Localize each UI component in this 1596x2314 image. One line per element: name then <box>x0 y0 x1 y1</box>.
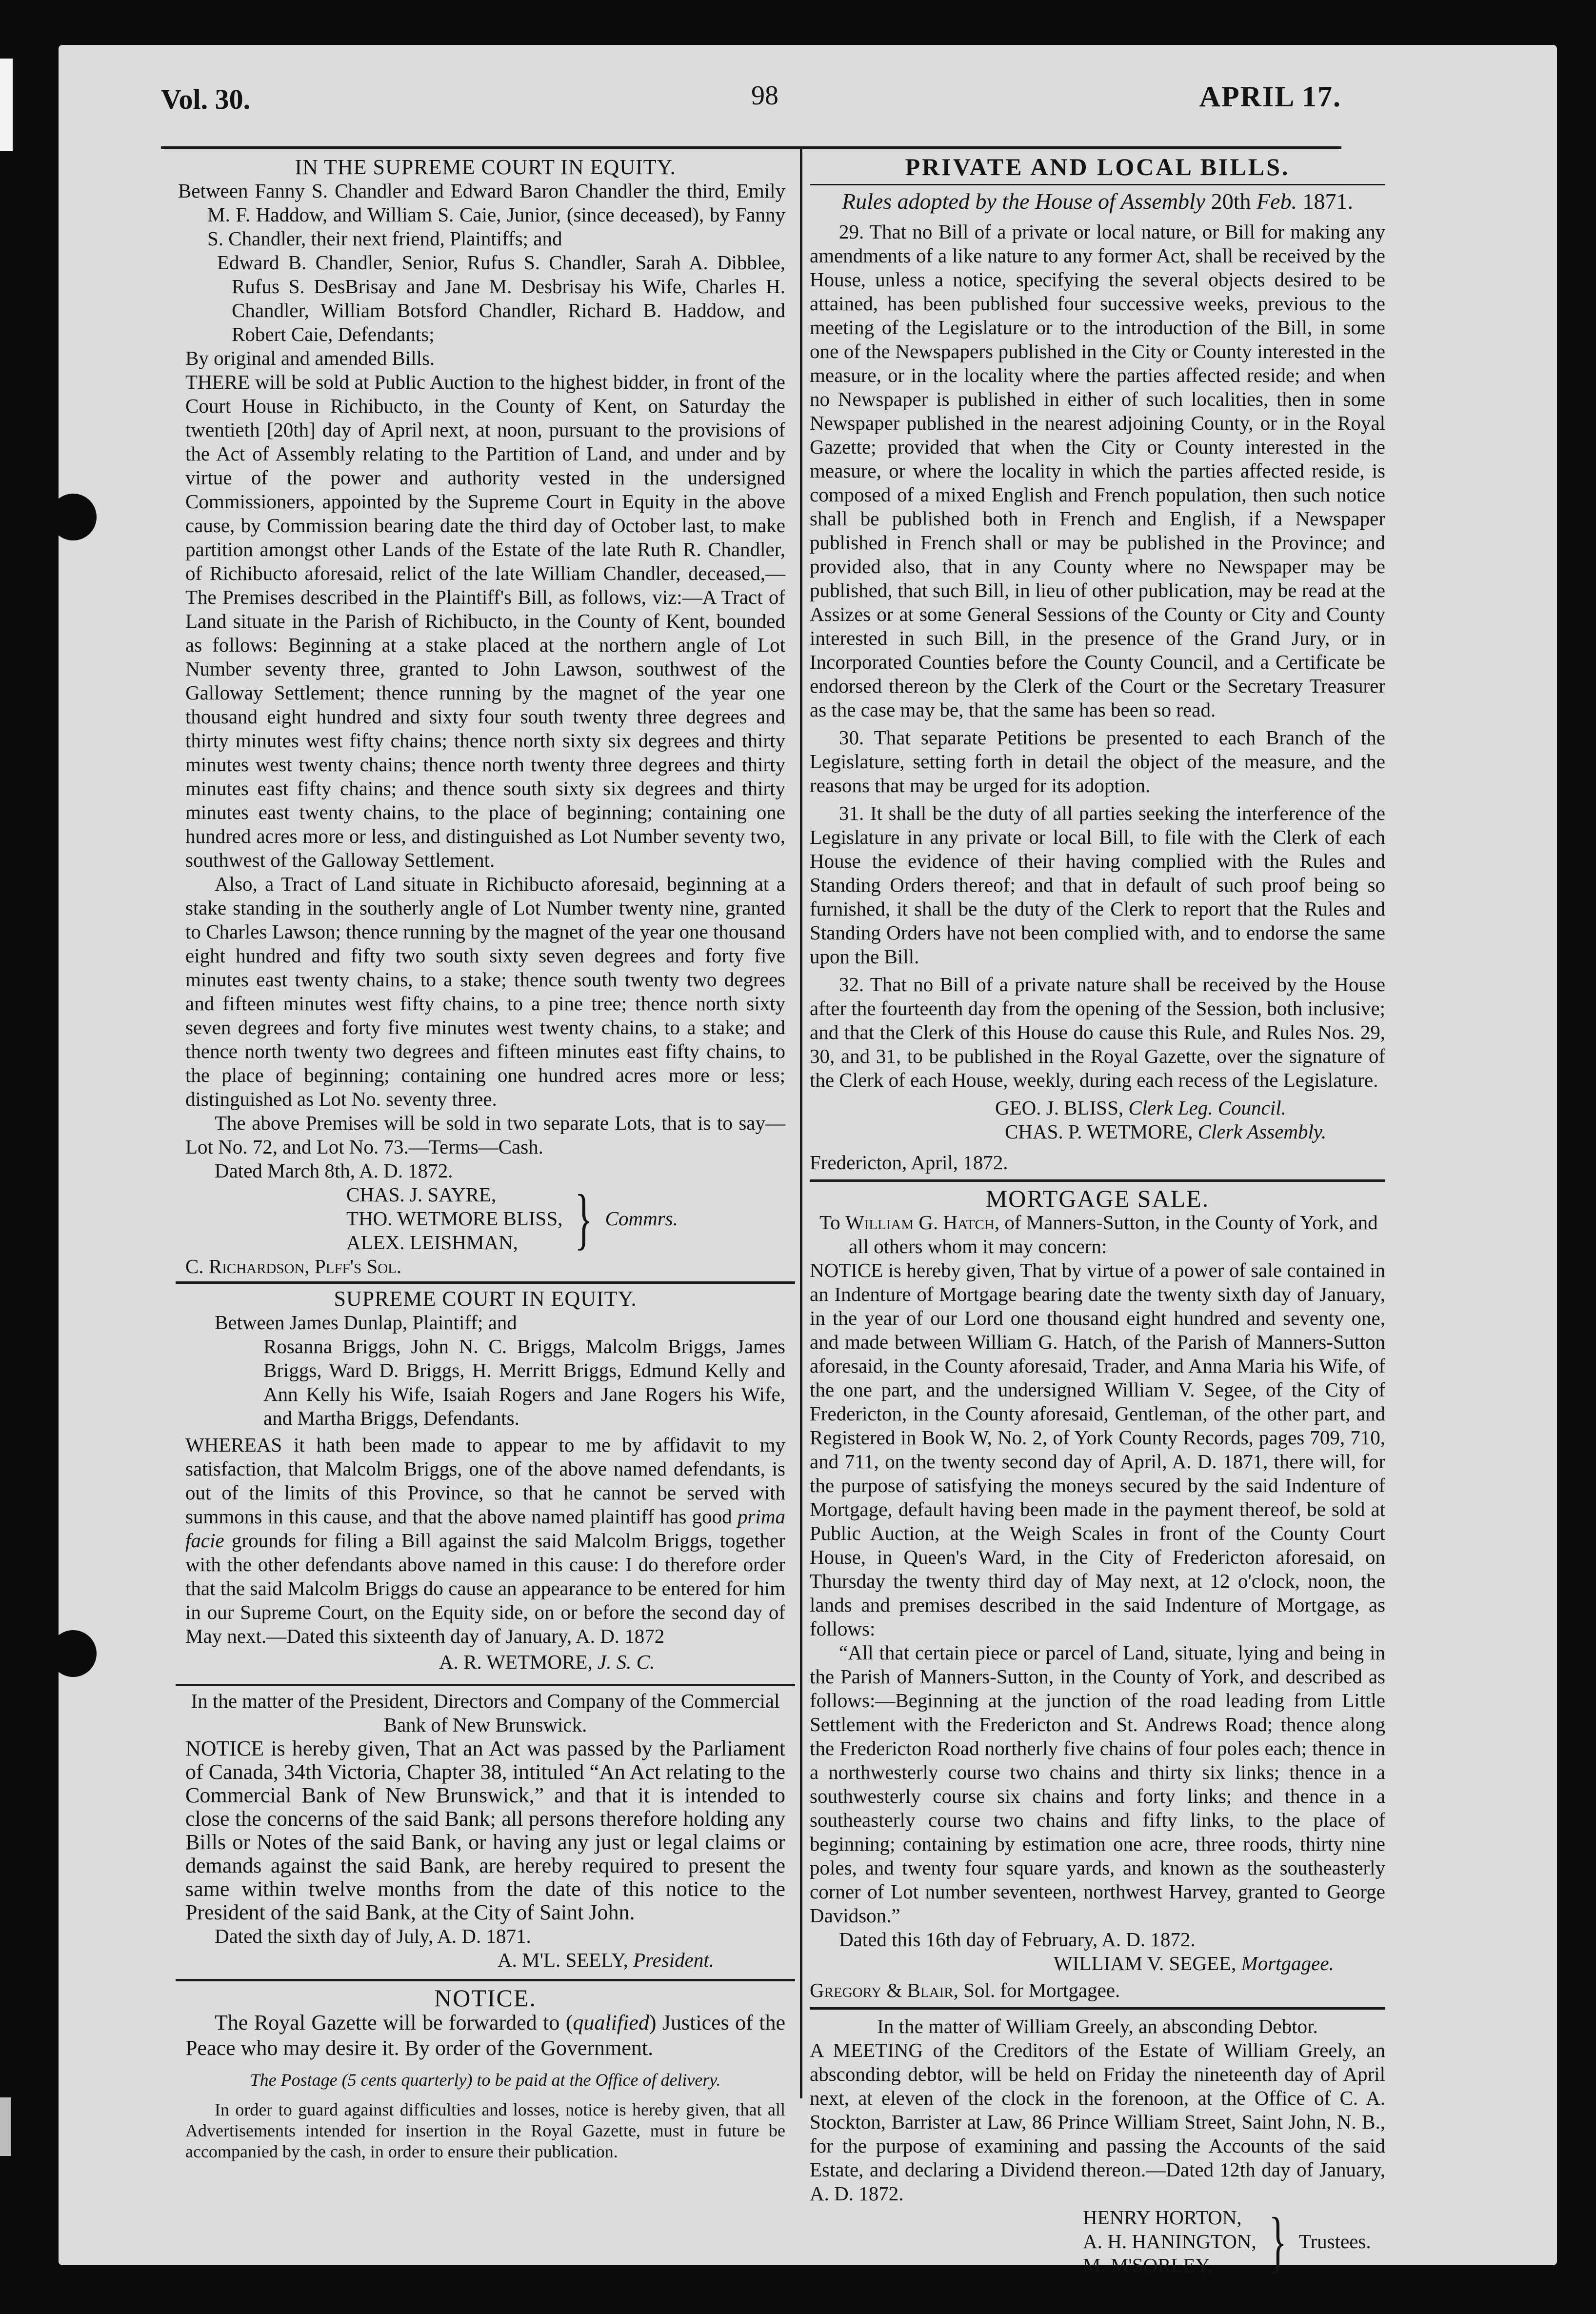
notice-title: In the matter of the President, Directors and Company of the Commercial Bank of New Brunswick. <box>191 1690 780 1736</box>
brace: } <box>1268 2203 1287 2279</box>
gazette-notice <box>185 1986 785 2162</box>
notice-title: NOTICE. <box>434 1984 537 2012</box>
rule-30: 30. That separate Petitions be presented to each Branch of the Legislature, setting forth in detail the object of the measure, and the reasons that may be urged for its adoption. <box>810 726 1385 797</box>
notice-title: SUPREME COURT IN EQUITY. <box>334 1287 637 1311</box>
place-line: Fredericton, April, 1872. <box>810 1151 1008 1174</box>
signature-line: GEO. J. BLISS, Clerk Leg. Council. <box>995 1097 1286 1119</box>
equity-notice-dunlap <box>185 1287 785 1674</box>
scan-edge-mark-top-left <box>0 59 13 151</box>
trustees-block <box>1083 2203 1385 2279</box>
defendants: Rosanna Briggs, John N. C. Briggs, Malcolm Briggs, James Briggs, Ward D. Briggs, H. Merritt Briggs, Edmund Kelly and Ann Kelly his Wife, Isaiah Rogers and Jane Rogers his Wife, and Martha Briggs, Defendants. <box>263 1335 785 1429</box>
commissioner-name: ALEX. LEISHMAN, <box>346 1231 518 1254</box>
section-rule <box>810 2007 1385 2010</box>
sale-paragraph: THERE will be sold at Public Auction to the highest bidder, in front of the Court House in Richibucto, in the County of Kent, on Saturday the twentieth [20th] day of April next, at noon, pursuant to the provisions of the Act of Assembly relating to the Partition of Land, and under and by virtue of the power and authority vested in the undersigned Commissioners, appointed by the Supreme Court in Equity in the above cause, by Commission bearing date the third day of October last, to make partition amongst other Lands of the Estate of the late Ruth R. Chandler, of Richibucto aforesaid, relict of the late William Chandler, deceased,—The Premises described in the Plaintiff's Bill, as follows, viz:—A Tract of Land situate in the Parish of Richibucto, in the County of Kent, bounded as follows: Beginning at a stake placed at the northern angle of Lot Number seventy three, granted to John Lawson, southwest of the Galloway Settlement; thence running by the magnet of the year one thousand eight hundred and sixty four south twenty three degrees and thirty minutes west fifty chains; thence north sixty six degrees and thirty minutes west twenty chains; thence north twenty three degrees and thirty minutes east fifty chains; and thence south sixty six degrees and thirty minutes east twenty chains, to the place of beginning; containing one hundred acres more or less, and distinguished as Lot Number seventy two, southwest of the Galloway Settlement. <box>185 371 785 871</box>
trustee-name: HENRY HORTON, <box>1083 2206 1242 2229</box>
notice-body: NOTICE is hereby given, That by virtue of a power of sale contained in an Indenture of Mortgage bearing date the twenty sixth day of January, in the year of our Lord one thousand eight hundred and seventy one, and made between William G. Hatch, of the Parish of Manners-Sutton aforesaid, in the County aforesaid, Trader, and Anna Maria his Wife, of the one part, and the undersigned William V. Segee, of the City of Fredericton, in the County aforesaid, Gentleman, of the other part, and Registered in Book W, No. 2, of York County Records, pages 709, 710, and 711, on the twenty second day of April, A. D. 1871, there will, for the purpose of satisfying the moneys secured by the said Indenture of Mortgage, default having been made in the payment thereof, be sold at Public Auction, at the Weigh Scales in front of the County Court House, in Queen's Ward, in the City of Fredericton aforesaid, on Thursday the twenty third day of May next, at 12 o'clock, noon, the lands and premises described in the said Indenture of Mortgage, as follows: <box>810 1259 1385 1640</box>
section-rule <box>176 1979 795 1981</box>
header-rule <box>161 146 1341 149</box>
issue-date: APRIL 17. <box>1199 80 1341 113</box>
solicitor-line: Gregory & Blair, Sol. for Mortgagee. <box>810 1979 1120 2001</box>
commercial-bank-notice <box>185 1689 785 1972</box>
advertisements-note: In order to guard against difficulties and losses, notice is hereby given, that all Advertisements intended for insertion in the Royal Gazette, must in future be accompanied by the cash, in order to ensure their publication. <box>185 2100 785 2161</box>
notice-title: IN THE SUPREME COURT IN EQUITY. <box>295 155 676 179</box>
bills-note: By original and amended Bills. <box>185 347 435 369</box>
solicitor-line: C. Richardson, Plff's Sol. <box>185 1255 402 1277</box>
rule-29: 29. That no Bill of a private or local nature, or Bill for making any amendments of a like nature to any former Act, shall be received by the House, unless a notice, specifying the several objects desired to be attained, has been published four successive weeks, previous to the meeting of the Legislature or to the introduction of the Bill, in some one of the Newspapers published in the City or County interested in the measure, or in the locality where the parties affected reside; and when no Newspaper is published in either of such localities, then in some Newspaper published in the nearest adjoining County, or in the Royal Gazette; provided that when the City or County interested in the measure, or where the locality in which the parties affected reside, is composed of a mixed English and French population, then such notice shall be published both in French and English, if a Newspaper published in French shall or may be published in the Province; and provided also, that in any County where no Newspaper may be published, that such Bill, in lieu of other publication, may be read at the Assizes or at some General Sessions of the County or City and County interested in such Bill, in the presence of the Grand Jury, or in Incorporated Counties before the County Council, and a Certificate be endorsed thereon by the Clerk of the Court or the Secretary Treasurer as the case may be, that the same has been so read. <box>810 220 1385 721</box>
commissioner-name: THO. WETMORE BLISS, <box>346 1207 563 1230</box>
rule-32: 32. That no Bill of a private nature shall be received by the House after the fourteenth day from the opening of the Session, both inclusive; and that the Clerk of this House do cause this Rule, and Rules Nos. 29, 30, and 31, to be published in the Royal Gazette, over the signature of the Clerk of each House, weekly, during each recess of the Legislature. <box>810 973 1385 1091</box>
left-column <box>178 155 786 2162</box>
rule-31: 31. It shall be the duty of all parties seeking the interference of the Legislature in any private or local Bill, to file with the Clerk of each House the evidence of their having complied with the Rules and Standing Orders thereof; and that in default of such proof being so furnished, it shall be the duty of the Clerk to report that the Rules and Standing Orders have not been complied with, and to endorse the same upon the Bill. <box>810 802 1385 968</box>
postage-note: The Postage (5 cents quarterly) to be paid at the Office of delivery. <box>250 2070 721 2090</box>
order-paragraph: WHEREAS it hath been made to appear to me by affidavit to my satisfaction, that Malcolm Briggs, one of the above named defendants, is out of the limits of this Province, so that he cannot be served with summons in this cause, and that the above named plaintiff has good prima facie grounds for filing a Bill against the said Malcolm Briggs, together with the other defendants above named in this cause: I do therefore order that the said Malcolm Briggs do cause an appearance to be entered for him in our Supreme Court, on the Equity side, on or before the second day of May next.—Dated this sixteenth day of January, A. D. 1872 <box>185 1434 785 1647</box>
trustee-name: M. M'SORLEY, <box>1083 2254 1213 2276</box>
second-tract-paragraph: Also, a Tract of Land situate in Richibucto aforesaid, beginning at a stake standing in the southerly angle of Lot Number twenty nine, granted to Charles Lawson; thence running by the magnet of the year one thousand eight hundred and fifty two south sixty seven degrees and forty five minutes east twenty chains, to a stake; thence south twenty two degrees and fifteen minutes west fifty chains, to a pine tree; thence north sixty seven degrees and forty five minutes west twenty chains, to a stake; and thence north twenty two degrees and fifteen minutes east fifty chains, to the place of beginning; containing one hundred acres more or less; distinguished as Lot No. seventy three. <box>185 873 785 1110</box>
rules-subtitle: Rules adopted by the House of Assembly 20th Feb. 1871. <box>841 189 1354 214</box>
dated-line: Dated the sixth day of July, A. D. 1871. <box>215 1925 531 1947</box>
addressee: To William G. Hatch, of Manners-Sutton, in the County of York, and all others whom it may concern: <box>819 1211 1378 1257</box>
signature-line: WILLIAM V. SEGEE, Mortgagee. <box>1054 1952 1334 1975</box>
signature-line: A. M'L. SEELY, President. <box>498 1949 715 1971</box>
commissioners-label: Commrs. <box>605 1207 678 1230</box>
section-rule <box>810 1179 1385 1182</box>
defendants: Edward B. Chandler, Senior, Rufus S. Chandler, Sarah A. Dibblee, Rufus S. DesBrisay and Jane M. Desbrisay his Wife, Charles H. Chandler, William Botsford Chandler, Richard B. Haddow, and Robert Caie, Defendants; <box>217 251 785 345</box>
section-title: MORTGAGE SALE. <box>985 1185 1210 1212</box>
mortgage-sale <box>810 1187 1385 2002</box>
volume-label: Vol. 30. <box>161 83 251 115</box>
section-title: PRIVATE AND LOCAL BILLS. <box>905 153 1290 180</box>
dated-line: Dated this 16th day of February, A. D. 1872. <box>839 1928 1196 1951</box>
commissioner-name: CHAS. J. SAYRE, <box>346 1183 497 1206</box>
private-local-bills <box>810 155 1385 1175</box>
trustee-name: A. H. HANINGTON, <box>1083 2230 1257 2253</box>
dated-line: Dated March 8th, A. D. 1872. <box>215 1159 453 1182</box>
notice-body: NOTICE is hereby given, That an Act was passed by the Parliament of Canada, 34th Victoria, Chapter 38, intituled “An Act relating to the Commercial Bank of New Brunswick,” and that it is intended to close the concerns of the said Bank; all persons therefore holding any Bills or Notes of the said Bank, or having any just or legal claims or demands against the said Bank, are hereby required to present the same within twelve months from the date of this notice to the President of the said Bank, at the City of Saint John. <box>185 1736 785 1924</box>
land-description: “All that certain piece or parcel of Land, situate, lying and being in the Parish of Manners-Sutton, in the County of York, and described as follows:—Beginning at the junction of the road leading from Little Settlement with the Fredericton and St. Andrews Road; thence along the Fredericton Road northerly five chains of four poles each; thence in a northwesterly course two chains and thirty six links; thence in a southwesterly course six chains and forty links; and thence in a southeasterly course two chains and fifty links, to the place of beginning; containing by estimation one acre, three roods, thirty nine poles, and twenty four square yards, and known as the southeasterly corner of Lot number seventeen, northwest Harvey, granted to George Davidson.” <box>810 1641 1385 1927</box>
lots-paragraph: The above Premises will be sold in two separate Lots, that is to say—Lot No. 72, and Lot No. 73.—Terms—Cash. <box>185 1112 785 1158</box>
brace: } <box>575 1180 593 1257</box>
section-rule <box>176 1281 795 1284</box>
binding-hole-bottom <box>59 1630 97 1677</box>
signature-line: A. R. WETMORE, J. S. C. <box>439 1651 655 1673</box>
notice-body: A MEETING of the Creditors of the Estate of William Greely, an absconding debtor, will be held on Friday the nineteenth day of April next, at eleven of the clock in the forenoon, at the Office of C. A. Stockton, Barrister at Law, 86 Prince William Street, Saint John, N. B., for the purpose of examining and passing the Accounts of the said Estate, and declaring a Dividend thereon.—Dated 12th day of January, A. D. 1872. <box>810 2039 1385 2205</box>
binding-hole-top <box>59 494 97 540</box>
commissioners-block <box>346 1180 785 1257</box>
title-rule <box>810 184 1385 185</box>
equity-notice-chandler <box>178 155 785 1278</box>
notice-body: The Royal Gazette will be forwarded to (qualified) Justices of the Peace who may desire it. By order of the Government. <box>185 2011 786 2060</box>
scan-edge-mark-bottom-left <box>0 2097 11 2156</box>
greely-notice <box>810 2015 1385 2277</box>
page-number: 98 <box>751 80 778 111</box>
plaintiffs: Between Fanny S. Chandler and Edward Baron Chandler the third, Emily M. F. Haddow, and William S. Caie, Junior, (since deceased), by Fanny S. Chandler, their next friend, Plaintiffs; and <box>178 180 785 250</box>
page-header <box>161 68 1341 122</box>
section-title: In the matter of William Greely, an absconding Debtor. <box>877 2015 1318 2037</box>
plaintiff: Between James Dunlap, Plaintiff; and <box>215 1311 517 1334</box>
signature-line: CHAS. P. WETMORE, Clerk Assembly. <box>1005 1120 1327 1143</box>
right-column <box>800 155 1385 2277</box>
section-rule <box>176 1684 795 1686</box>
trustees-label: Trustees. <box>1298 2230 1371 2253</box>
